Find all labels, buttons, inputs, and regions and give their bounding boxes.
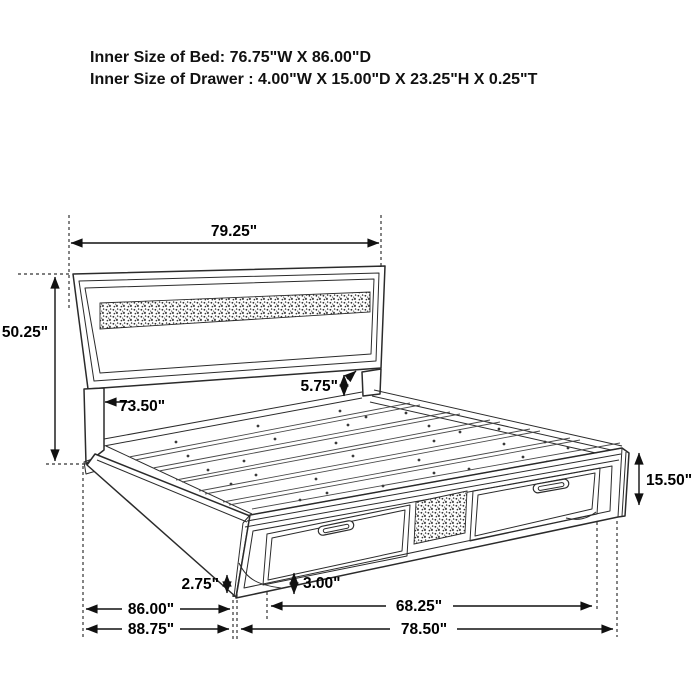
dimension-rail-offset [300, 371, 356, 396]
dimension-overall-depth [86, 620, 229, 638]
slat-line [176, 420, 490, 480]
bed-drawing [73, 266, 629, 598]
dimension-platform-span [241, 620, 613, 638]
dimension-drawer-section-span [271, 597, 592, 615]
base-height-label: 2.75" [181, 576, 219, 593]
headboard-inner-width-label: 73.50" [119, 398, 166, 415]
inner-size-bed-text: Inner Size of Bed: 76.75"W X 86.00"D [90, 49, 372, 66]
dimension-headboard-height [2, 274, 88, 464]
dimension-headboard-inner-width [105, 398, 165, 415]
header-notes [90, 49, 538, 88]
inner-size-drawer-text: Inner Size of Drawer : 4.00"W X 15.00"D X 23.25"H X 0.25"T [90, 71, 538, 88]
headboard-height-label: 50.25" [1, 324, 49, 341]
footboard [234, 448, 629, 598]
slat-line [129, 403, 410, 457]
headboard-left-post [84, 388, 104, 464]
headboard [73, 266, 385, 474]
inner-depth-label: 86.00" [127, 601, 175, 618]
footboard-height-label: 15.50" [646, 472, 693, 489]
foot-clearance-label: 3.00" [303, 575, 341, 592]
rail-offset-label: 5.75" [300, 378, 338, 395]
overall-depth-label: 88.75" [127, 621, 175, 638]
dimension-footboard-height [639, 453, 692, 505]
headboard-right-post [362, 369, 381, 396]
platform-span-label: 78.50" [400, 621, 448, 638]
dimension-inner-depth [86, 600, 230, 618]
drawer-section-span-label: 68.25" [395, 598, 443, 615]
right-rail-edge-1 [374, 390, 622, 446]
headboard-width-label: 79.25" [210, 223, 258, 240]
